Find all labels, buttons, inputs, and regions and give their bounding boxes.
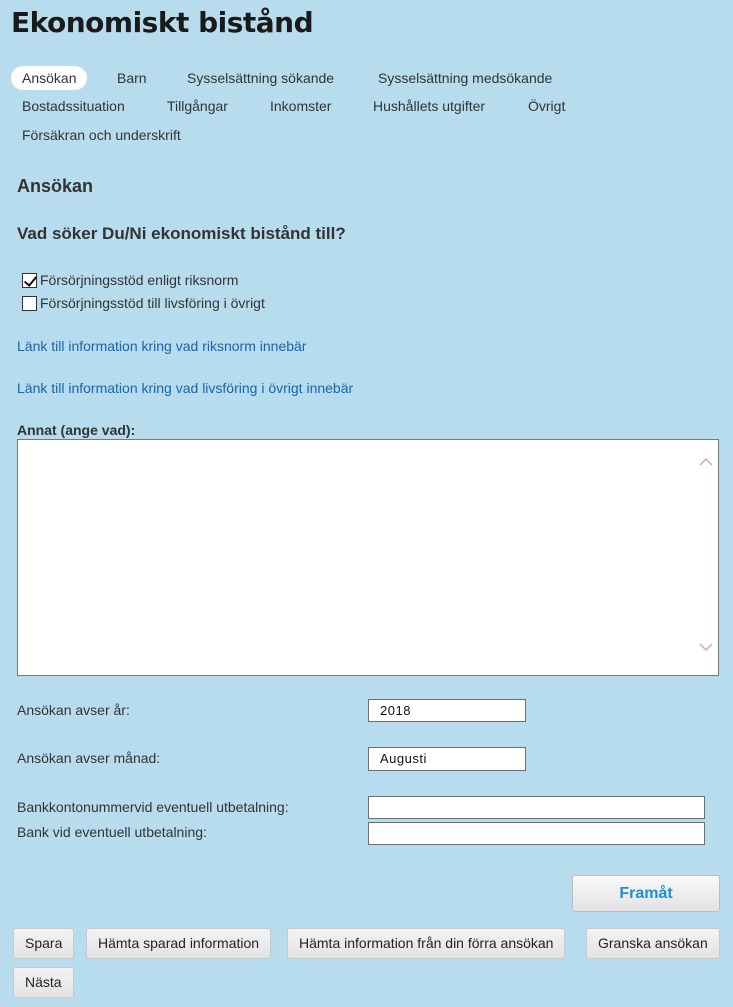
year-label: Ansökan avser år: xyxy=(17,702,130,718)
load-saved-button[interactable]: Hämta sparad information xyxy=(86,928,271,959)
forward-button[interactable]: Framåt xyxy=(572,875,720,912)
bank-account-label: Bankkontonummervid eventuell utbetalning: xyxy=(17,799,289,815)
other-label: Annat (ange vad): xyxy=(17,422,136,438)
tab-barn[interactable]: Barn xyxy=(117,70,147,86)
tab-ansokan[interactable]: Ansökan xyxy=(11,66,87,90)
tab-inkomster[interactable]: Inkomster xyxy=(270,98,332,114)
scroll-up-icon[interactable] xyxy=(699,457,713,471)
bank-input[interactable] xyxy=(368,822,705,845)
tab-ovrigt[interactable]: Övrigt xyxy=(528,98,566,114)
year-input[interactable]: 2018 xyxy=(368,699,526,722)
livsforing-info-link[interactable]: Länk till information kring vad livsföring i övrigt innebär xyxy=(17,380,354,396)
tab-sysselsattning-sokande[interactable]: Sysselsättning sökande xyxy=(187,70,335,86)
livsforing-checkbox-label: Försörjningsstöd till livsföring i övrigt xyxy=(40,295,265,311)
save-button[interactable]: Spara xyxy=(13,928,74,959)
tab-bostadssituation[interactable]: Bostadssituation xyxy=(22,98,125,114)
scroll-down-icon[interactable] xyxy=(699,642,713,656)
review-button[interactable]: Granska ansökan xyxy=(586,928,720,959)
bank-account-input[interactable] xyxy=(368,796,705,819)
tab-forsakran-och-underskrift[interactable]: Försäkran och underskrift xyxy=(22,127,181,143)
tab-tillgangar[interactable]: Tillgångar xyxy=(167,98,228,114)
riksnorm-checkbox[interactable] xyxy=(22,273,37,288)
riksnorm-checkbox-label: Försörjningsstöd enligt riksnorm xyxy=(40,272,239,288)
next-button[interactable]: Nästa xyxy=(13,967,74,998)
tab-hushallets-utgifter[interactable]: Hushållets utgifter xyxy=(373,98,486,114)
checkbox-row-livsforing[interactable] xyxy=(22,295,265,311)
livsforing-checkbox[interactable] xyxy=(22,296,37,311)
checkbox-row-riksnorm[interactable] xyxy=(22,272,238,288)
month-label: Ansökan avser månad: xyxy=(17,750,161,766)
bank-label: Bank vid eventuell utbetalning: xyxy=(17,824,207,840)
load-previous-button[interactable]: Hämta information från din förra ansökan xyxy=(287,928,565,959)
month-select[interactable]: Augusti xyxy=(368,747,526,771)
page-title: Ekonomiskt bistånd xyxy=(11,6,314,39)
riksnorm-info-link[interactable]: Länk till information kring vad riksnorm innebär xyxy=(17,338,307,354)
tab-sysselsattning-medsokande[interactable]: Sysselsättning medsökande xyxy=(378,70,553,86)
section-heading: Ansökan xyxy=(17,176,94,196)
section-question: Vad söker Du/Ni ekonomiskt bistånd till? xyxy=(17,224,346,243)
other-textarea[interactable] xyxy=(17,439,719,676)
